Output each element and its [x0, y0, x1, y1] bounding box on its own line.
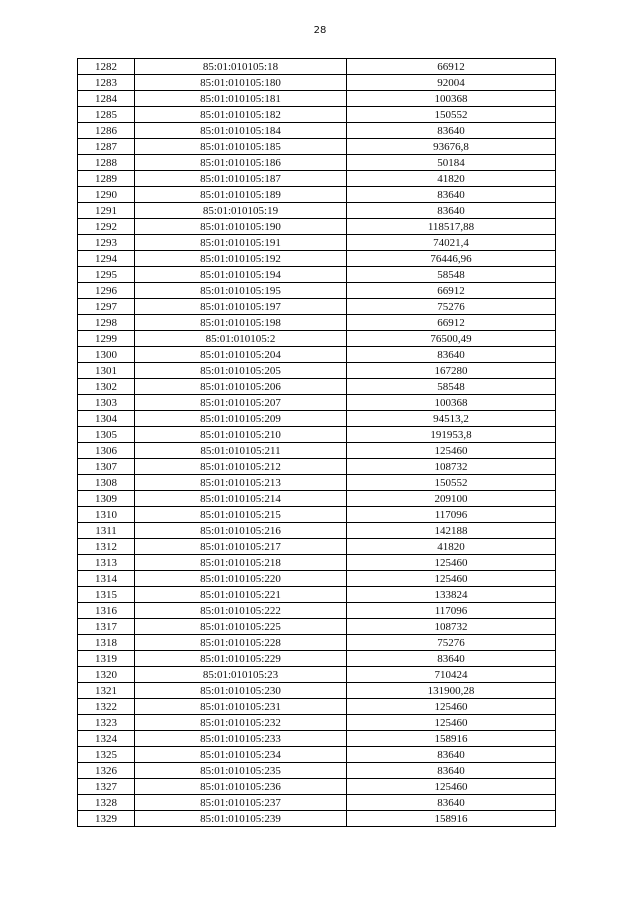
cadastral-value-cell: 209100: [347, 491, 556, 507]
cadastral-number-cell: 85:01:010105:204: [135, 347, 347, 363]
cadastral-number-cell: 85:01:010105:185: [135, 139, 347, 155]
cadastral-number-cell: 85:01:010105:180: [135, 75, 347, 91]
cadastral-value-cell: 125460: [347, 571, 556, 587]
row-number-cell: 1315: [78, 587, 135, 603]
table-row: [78, 75, 556, 91]
table-row: [78, 171, 556, 187]
row-number-cell: 1285: [78, 107, 135, 123]
cadastral-value-cell: 83640: [347, 747, 556, 763]
table-row: [78, 347, 556, 363]
row-number-cell: 1295: [78, 267, 135, 283]
cadastral-value-cell: 94513,2: [347, 411, 556, 427]
table-row: [78, 699, 556, 715]
cadastral-number-cell: 85:01:010105:18: [135, 59, 347, 75]
cadastral-value-cell: 125460: [347, 715, 556, 731]
cadastral-number-cell: 85:01:010105:194: [135, 267, 347, 283]
cadastral-value-cell: 710424: [347, 667, 556, 683]
cadastral-value-cell: 125460: [347, 699, 556, 715]
cadastral-number-cell: 85:01:010105:181: [135, 91, 347, 107]
row-number-cell: 1296: [78, 283, 135, 299]
cadastral-number-cell: 85:01:010105:235: [135, 763, 347, 779]
row-number-cell: 1289: [78, 171, 135, 187]
cadastral-value-cell: 125460: [347, 555, 556, 571]
row-number-cell: 1303: [78, 395, 135, 411]
cadastral-number-cell: 85:01:010105:186: [135, 155, 347, 171]
cadastral-value-cell: 150552: [347, 475, 556, 491]
row-number-cell: 1317: [78, 619, 135, 635]
cadastral-value-cell: 100368: [347, 395, 556, 411]
table-row: [78, 731, 556, 747]
cadastral-value-cell: 75276: [347, 635, 556, 651]
table-row: [78, 251, 556, 267]
cadastral-value-cell: 117096: [347, 507, 556, 523]
row-number-cell: 1294: [78, 251, 135, 267]
cadastral-number-cell: 85:01:010105:2: [135, 331, 347, 347]
cadastral-number-cell: 85:01:010105:207: [135, 395, 347, 411]
table-row: [78, 635, 556, 651]
table-row: [78, 443, 556, 459]
table-row: [78, 203, 556, 219]
table-row: [78, 299, 556, 315]
row-number-cell: 1319: [78, 651, 135, 667]
cadastral-number-cell: 85:01:010105:19: [135, 203, 347, 219]
cadastral-number-cell: 85:01:010105:191: [135, 235, 347, 251]
cadastral-number-cell: 85:01:010105:229: [135, 651, 347, 667]
cadastral-number-cell: 85:01:010105:205: [135, 363, 347, 379]
cadastral-value-cell: 83640: [347, 203, 556, 219]
cadastral-number-cell: 85:01:010105:215: [135, 507, 347, 523]
table-row: [78, 459, 556, 475]
cadastral-number-cell: 85:01:010105:236: [135, 779, 347, 795]
row-number-cell: 1300: [78, 347, 135, 363]
cadastral-number-cell: 85:01:010105:225: [135, 619, 347, 635]
row-number-cell: 1307: [78, 459, 135, 475]
table-row: [78, 427, 556, 443]
cadastral-number-cell: 85:01:010105:216: [135, 523, 347, 539]
cadastral-value-cell: 133824: [347, 587, 556, 603]
cadastral-number-cell: 85:01:010105:206: [135, 379, 347, 395]
row-number-cell: 1299: [78, 331, 135, 347]
table-row: [78, 811, 556, 827]
table-row: [78, 107, 556, 123]
row-number-cell: 1327: [78, 779, 135, 795]
table-row: [78, 507, 556, 523]
cadastral-number-cell: 85:01:010105:23: [135, 667, 347, 683]
cadastral-value-cell: 83640: [347, 187, 556, 203]
row-number-cell: 1308: [78, 475, 135, 491]
row-number-cell: 1288: [78, 155, 135, 171]
row-number-cell: 1298: [78, 315, 135, 331]
cadastral-number-cell: 85:01:010105:214: [135, 491, 347, 507]
row-number-cell: 1297: [78, 299, 135, 315]
row-number-cell: 1304: [78, 411, 135, 427]
cadastral-value-cell: 83640: [347, 347, 556, 363]
table-row: [78, 267, 556, 283]
cadastral-number-cell: 85:01:010105:228: [135, 635, 347, 651]
cadastral-number-cell: 85:01:010105:232: [135, 715, 347, 731]
cadastral-number-cell: 85:01:010105:220: [135, 571, 347, 587]
cadastral-value-cell: 83640: [347, 795, 556, 811]
row-number-cell: 1318: [78, 635, 135, 651]
cadastral-value-cell: 41820: [347, 539, 556, 555]
cadastral-number-cell: 85:01:010105:234: [135, 747, 347, 763]
table-row: [78, 363, 556, 379]
row-number-cell: 1305: [78, 427, 135, 443]
table-row: [78, 155, 556, 171]
cadastral-value-cell: 66912: [347, 315, 556, 331]
table-row: [78, 491, 556, 507]
row-number-cell: 1316: [78, 603, 135, 619]
table-row: [78, 795, 556, 811]
row-number-cell: 1313: [78, 555, 135, 571]
cadastral-value-cell: 66912: [347, 283, 556, 299]
table-row: [78, 747, 556, 763]
table-row: [78, 219, 556, 235]
row-number-cell: 1293: [78, 235, 135, 251]
row-number-cell: 1328: [78, 795, 135, 811]
cadastral-value-cell: 167280: [347, 363, 556, 379]
cadastral-value-cell: 191953,8: [347, 427, 556, 443]
cadastral-number-cell: 85:01:010105:237: [135, 795, 347, 811]
cadastral-number-cell: 85:01:010105:182: [135, 107, 347, 123]
cadastral-value-cell: 75276: [347, 299, 556, 315]
table-row: [78, 123, 556, 139]
table-row: [78, 603, 556, 619]
table-row: [78, 619, 556, 635]
row-number-cell: 1284: [78, 91, 135, 107]
row-number-cell: 1322: [78, 699, 135, 715]
cadastral-value-cell: 131900,28: [347, 683, 556, 699]
cadastral-number-cell: 85:01:010105:210: [135, 427, 347, 443]
cadastral-value-cell: 58548: [347, 379, 556, 395]
table-row: [78, 187, 556, 203]
row-number-cell: 1290: [78, 187, 135, 203]
row-number-cell: 1301: [78, 363, 135, 379]
table-row: [78, 555, 556, 571]
cadastral-number-cell: 85:01:010105:190: [135, 219, 347, 235]
table-row: [78, 315, 556, 331]
row-number-cell: 1286: [78, 123, 135, 139]
table-body: [78, 59, 556, 827]
cadastral-number-cell: 85:01:010105:217: [135, 539, 347, 555]
table-row: [78, 779, 556, 795]
cadastral-value-cell: 50184: [347, 155, 556, 171]
cadastral-number-cell: 85:01:010105:192: [135, 251, 347, 267]
row-number-cell: 1329: [78, 811, 135, 827]
table-row: [78, 139, 556, 155]
table-row: [78, 331, 556, 347]
row-number-cell: 1312: [78, 539, 135, 555]
cadastral-value-cell: 41820: [347, 171, 556, 187]
row-number-cell: 1306: [78, 443, 135, 459]
table-row: [78, 395, 556, 411]
cadastral-value-cell: 117096: [347, 603, 556, 619]
cadastral-value-cell: 92004: [347, 75, 556, 91]
row-number-cell: 1310: [78, 507, 135, 523]
cadastral-number-cell: 85:01:010105:184: [135, 123, 347, 139]
cadastral-number-cell: 85:01:010105:197: [135, 299, 347, 315]
table-row: [78, 59, 556, 75]
table-row: [78, 763, 556, 779]
cadastral-value-cell: 83640: [347, 651, 556, 667]
cadastral-number-cell: 85:01:010105:187: [135, 171, 347, 187]
cadastral-value-cell: 83640: [347, 123, 556, 139]
cadastral-value-cell: 83640: [347, 763, 556, 779]
table-row: [78, 651, 556, 667]
cadastral-number-cell: 85:01:010105:209: [135, 411, 347, 427]
cadastral-value-cell: 66912: [347, 59, 556, 75]
row-number-cell: 1282: [78, 59, 135, 75]
row-number-cell: 1311: [78, 523, 135, 539]
cadastral-value-cell: 150552: [347, 107, 556, 123]
cadastral-value-cell: 142188: [347, 523, 556, 539]
row-number-cell: 1323: [78, 715, 135, 731]
cadastral-value-cell: 76500,49: [347, 331, 556, 347]
cadastral-value-cell: 58548: [347, 267, 556, 283]
cadastral-number-cell: 85:01:010105:218: [135, 555, 347, 571]
row-number-cell: 1283: [78, 75, 135, 91]
cadastral-value-cell: 100368: [347, 91, 556, 107]
cadastral-number-cell: 85:01:010105:231: [135, 699, 347, 715]
row-number-cell: 1287: [78, 139, 135, 155]
cadastral-number-cell: 85:01:010105:233: [135, 731, 347, 747]
cadastral-value-cell: 125460: [347, 779, 556, 795]
row-number-cell: 1325: [78, 747, 135, 763]
cadastral-value-cell: 74021,4: [347, 235, 556, 251]
row-number-cell: 1309: [78, 491, 135, 507]
cadastral-value-cell: 118517,88: [347, 219, 556, 235]
table-row: [78, 283, 556, 299]
table-row: [78, 411, 556, 427]
cadastral-value-cell: 158916: [347, 731, 556, 747]
cadastral-number-cell: 85:01:010105:189: [135, 187, 347, 203]
cadastral-number-cell: 85:01:010105:212: [135, 459, 347, 475]
cadastral-number-cell: 85:01:010105:195: [135, 283, 347, 299]
cadastral-value-cell: 158916: [347, 811, 556, 827]
cadastral-value-cell: 76446,96: [347, 251, 556, 267]
cadastral-value-table: [77, 58, 556, 827]
table-row: [78, 587, 556, 603]
cadastral-value-cell: 108732: [347, 619, 556, 635]
table-row: [78, 667, 556, 683]
table-row: [78, 475, 556, 491]
cadastral-value-cell: 93676,8: [347, 139, 556, 155]
table-row: [78, 523, 556, 539]
row-number-cell: 1321: [78, 683, 135, 699]
table-row: [78, 379, 556, 395]
row-number-cell: 1324: [78, 731, 135, 747]
cadastral-number-cell: 85:01:010105:239: [135, 811, 347, 827]
table-row: [78, 539, 556, 555]
cadastral-number-cell: 85:01:010105:222: [135, 603, 347, 619]
table-row: [78, 571, 556, 587]
table-row: [78, 91, 556, 107]
row-number-cell: 1326: [78, 763, 135, 779]
cadastral-value-cell: 125460: [347, 443, 556, 459]
cadastral-number-cell: 85:01:010105:221: [135, 587, 347, 603]
row-number-cell: 1314: [78, 571, 135, 587]
cadastral-number-cell: 85:01:010105:198: [135, 315, 347, 331]
row-number-cell: 1291: [78, 203, 135, 219]
table-row: [78, 715, 556, 731]
cadastral-number-cell: 85:01:010105:230: [135, 683, 347, 699]
page-number: 28: [313, 25, 327, 36]
table-row: [78, 683, 556, 699]
cadastral-value-cell: 108732: [347, 459, 556, 475]
row-number-cell: 1320: [78, 667, 135, 683]
row-number-cell: 1302: [78, 379, 135, 395]
cadastral-number-cell: 85:01:010105:211: [135, 443, 347, 459]
cadastral-number-cell: 85:01:010105:213: [135, 475, 347, 491]
table-row: [78, 235, 556, 251]
row-number-cell: 1292: [78, 219, 135, 235]
